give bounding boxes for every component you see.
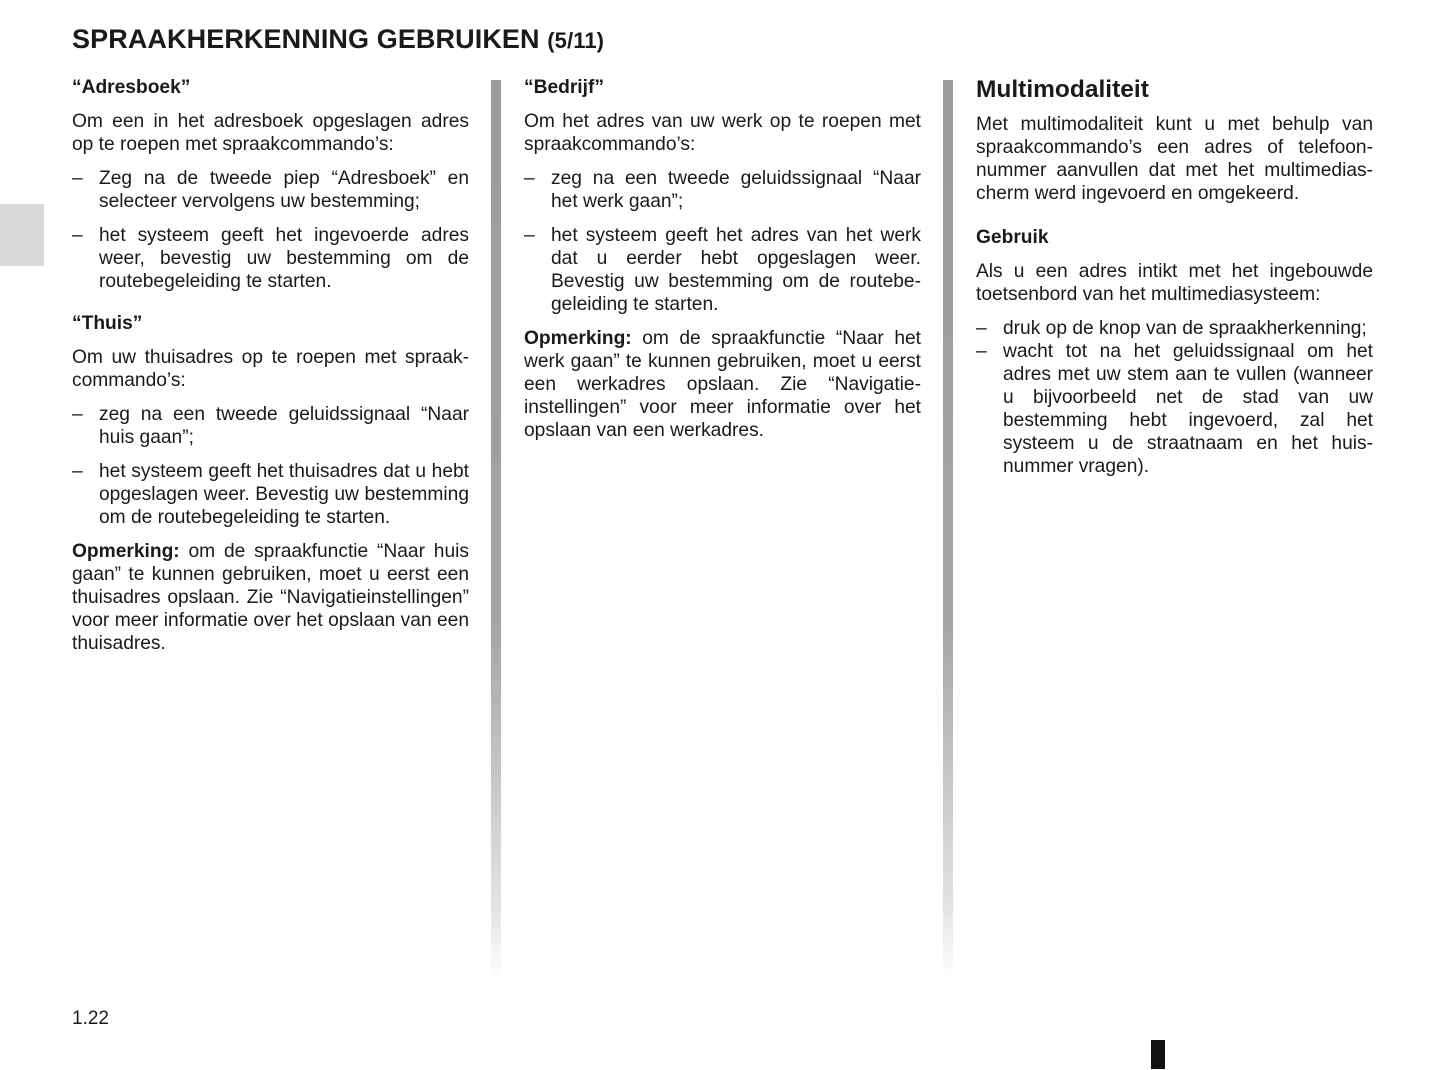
section-intro: Om uw thuisadres op te roepen met spraakcommando’s: (72, 347, 469, 391)
column-3 (976, 76, 1373, 489)
list-item: – het systeem geeft het thuisadres dat u hebt opgeslagen weer. Bevestig uw bestemming om de routebegeleiding te starten. (72, 461, 469, 528)
title-text: SPRAAKHERKENNING GEBRUIKEN (72, 24, 540, 54)
section-intro: Met multimodaliteit kunt u met behulp van spraakcommando’s een adres of telefoonnummer aanvullen dat met het multimediascherm werd ingevoerd en omgekeerd. (976, 114, 1373, 204)
note-text: om de spraakfunctie “Naar huis gaan” te kunnen gebruiken, moet u eerst een thuisadres opslaan. Zie “Navigatieinstellingen” voor meer informatie over het opslaan van een thuisadres. (72, 541, 469, 654)
note-label: Opmerking: (524, 328, 632, 349)
step-list (72, 403, 469, 529)
page-title (72, 24, 604, 55)
page-end-marker (1151, 1040, 1165, 1069)
list-item: – het systeem geeft het adres van het werk dat u eerder hebt opgeslagen weer. Bevestig uw bestemming om de routebegeleiding te starten. (524, 225, 921, 315)
dash-marker: – (524, 168, 535, 189)
section-title-multimodaliteit: Multimodaliteit (976, 76, 1149, 103)
column-divider-2 (943, 80, 953, 980)
list-item: – druk op de knop van de spraakherkenning; (976, 318, 1367, 339)
step-list (976, 317, 1373, 478)
section-heading-gebruik: Gebruik (976, 227, 1049, 248)
section-heading-adresboek: “Adresboek” (72, 77, 191, 98)
section-heading-bedrijf: “Bedrijf” (524, 77, 604, 98)
note (72, 540, 469, 655)
list-item: – wacht tot na het geluidssignaal om het adres met uw stem aan te vullen (wanneer u bijvoorbeeld net de stad van uw bestemming hebt ingevoerd, zal het systeem u de straatnaam en het huisnummer vragen). (976, 341, 1373, 477)
chapter-tab (0, 204, 44, 266)
list-item: – zeg na een tweede geluidssignaal “Naar het werk gaan”; (524, 168, 921, 212)
step-list (524, 167, 921, 316)
dash-marker: – (976, 318, 987, 339)
list-item: – Zeg na de tweede piep “Adresboek” en selecteer vervolgens uw bestemming; (72, 168, 469, 212)
dash-marker: – (524, 225, 535, 246)
step-list (72, 167, 469, 293)
list-item: – het systeem geeft het ingevoerde adres weer, bevestig uw bestemming om de routebegeleiding te starten. (72, 225, 469, 292)
section-heading-thuis: “Thuis” (72, 313, 143, 334)
note-label: Opmerking: (72, 541, 180, 562)
note-text: om de spraakfunctie “Naar het werk gaan” te kunnen gebruiken, moet u eerst een werkadres opslaan. Zie “Navigatieinstellingen” voor meer informatie over het opslaan van een werkadres. (524, 328, 921, 441)
dash-marker: – (72, 225, 83, 246)
page-indicator: (5/11) (547, 28, 605, 53)
dash-marker: – (72, 461, 83, 482)
dash-marker: – (72, 168, 83, 189)
page-number: 1.22 (72, 1008, 109, 1029)
section-intro: Om het adres van uw werk op te roepen met spraakcommando’s: (524, 111, 921, 155)
note (524, 327, 921, 442)
column-2 (524, 76, 921, 453)
dash-marker: – (72, 404, 83, 425)
dash-marker: – (976, 341, 987, 362)
list-item: – zeg na een tweede geluidssignaal “Naar huis gaan”; (72, 404, 469, 448)
section-intro: Als u een adres intikt met het ingebouwde toetsenbord van het multimediasysteem: (976, 261, 1373, 305)
column-divider-1 (491, 80, 501, 980)
column-1 (72, 76, 469, 666)
section-intro: Om een in het adresboek opgeslagen adres op te roepen met spraakcommando’s: (72, 111, 469, 155)
